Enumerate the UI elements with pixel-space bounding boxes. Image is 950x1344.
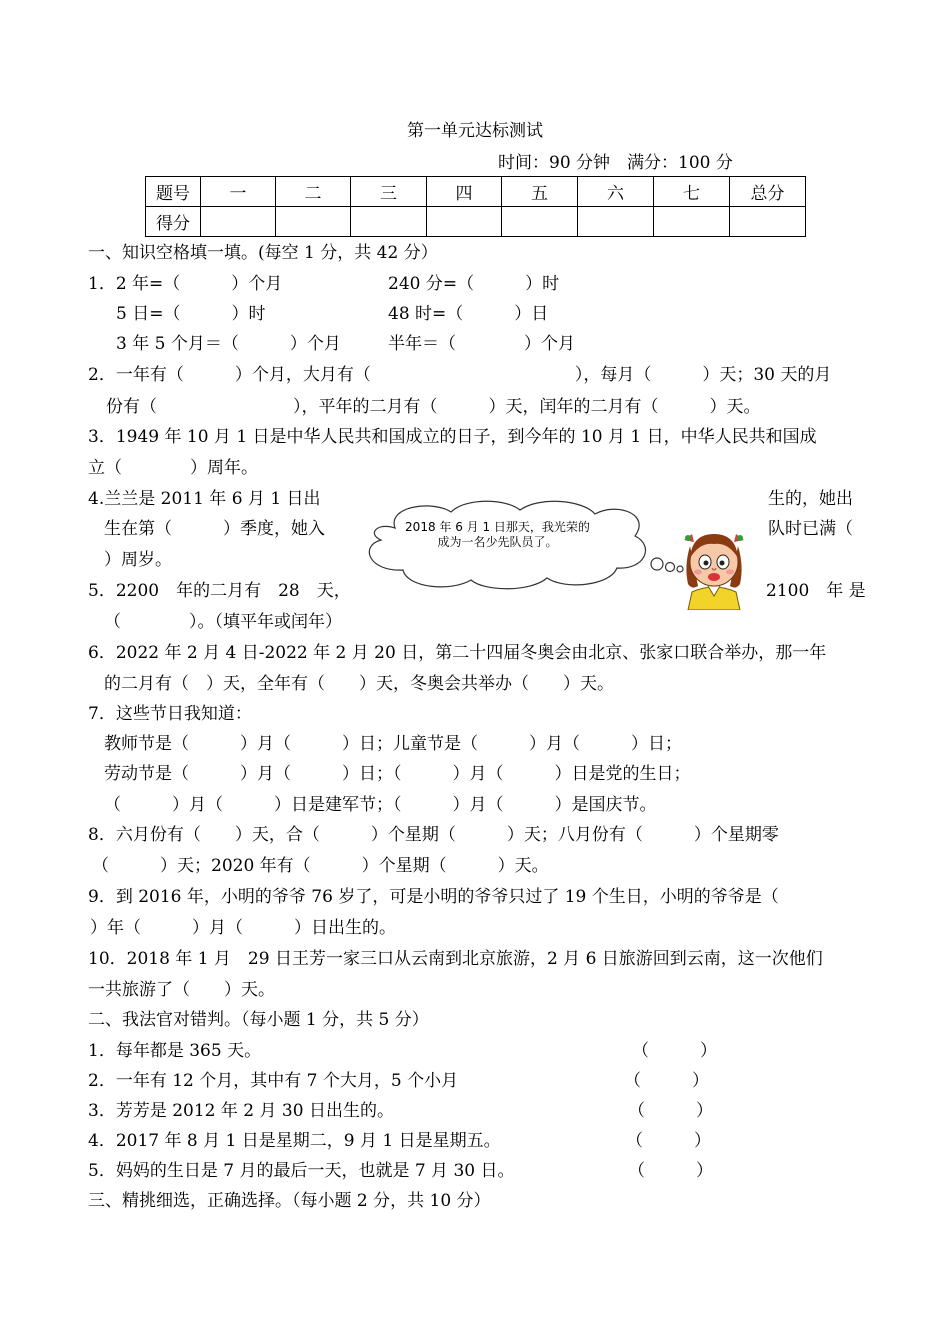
question-text: 5．2200 年的二月有 28 天， — [88, 581, 351, 601]
question-text: 8．六月份有（ ）天，合（ ）个星期（ ）天；八月份有（ ）个星期零 — [88, 825, 779, 845]
column-header: 三 — [351, 177, 427, 207]
question-text: 劳动节是（ ）月（ ）日；（ ）月（ ）日是党的生日； — [104, 764, 691, 784]
score-table-header-row — [146, 177, 806, 207]
question-text: 一共旅游了（ ）天。 — [88, 980, 275, 1000]
question-text: 6．2022 年 2 月 4 日-2022 年 2 月 20 日，第二十四届冬奥会由北京、张家口联合举办，那一年 — [88, 643, 827, 663]
judgement-answer-box[interactable]: （ ） — [628, 1101, 713, 1121]
thought-bubble-text: 2018 年 6 月 1 日那天，我光荣的成为一名少先队员了。 — [405, 520, 590, 549]
judgement-item: 2．一年有 12 个月，其中有 7 个大月，5 个小月 — [88, 1071, 459, 1091]
judgement-answer-box[interactable]: （ ） — [624, 1071, 709, 1091]
judgement-item: 1．每年都是 365 天。 — [88, 1041, 262, 1061]
column-header: 七 — [654, 177, 730, 207]
column-header: 四 — [427, 177, 502, 207]
score-cell[interactable] — [351, 207, 427, 237]
score-table — [145, 176, 806, 237]
score-cell-total[interactable] — [730, 207, 806, 237]
column-header: 二 — [276, 177, 351, 207]
question-text: 3．1949 年 10 月 1 日是中华人民共和国成立的日子，到今年的 10 月 1 日，中华人民共和国成 — [88, 427, 817, 447]
question-text: 教师节是（ ）月（ ）日；儿童节是（ ）月（ ）日； — [104, 734, 682, 754]
question-text: 半年＝（ ）个月 — [388, 334, 575, 354]
question-text: （ ）天；2020 年有（ ）个星期（ ）天。 — [92, 856, 549, 876]
question-text: 2100 年 是 — [766, 581, 866, 601]
judgement-answer-box[interactable]: （ ） — [626, 1131, 711, 1151]
score-cell[interactable] — [502, 207, 578, 237]
question-text: 1．2 年=（ ）个月 — [88, 274, 283, 294]
question-text: 2．一年有（ ）个月，大月有（ ），每月（ ）天；30 天的月 — [88, 365, 832, 385]
question-text: 5 日=（ ）时 — [116, 304, 266, 324]
question-text: 份有（ ），平年的二月有（ ）天，闰年的二月有（ ）天。 — [106, 397, 761, 417]
question-text: 生在第（ ）季度，她入 — [104, 519, 325, 539]
question-text: 240 分=（ ）时 — [388, 274, 560, 294]
judgement-answer-box[interactable]: （ ） — [628, 1161, 713, 1181]
row-label-question-number: 题号 — [146, 177, 201, 207]
page-title: 第一单元达标测试 — [407, 121, 543, 141]
question-text: 队时已满（ — [768, 519, 853, 539]
question-text: 的二月有（ ）天，全年有（ ）天，冬奥会共举办（ ）天。 — [104, 674, 614, 694]
score-table-score-row — [146, 207, 806, 237]
score-cell[interactable] — [276, 207, 351, 237]
judgement-item: 5．妈妈的生日是 7 月的最后一天，也就是 7 月 30 日。 — [88, 1161, 515, 1181]
question-text: ）周岁。 — [104, 550, 172, 570]
judgement-item: 4．2017 年 8 月 1 日是星期二，9 月 1 日是星期五。 — [88, 1131, 501, 1151]
question-text: 7．这些节日我知道： — [88, 704, 252, 724]
question-text: 48 时=（ ）日 — [388, 304, 549, 324]
question-text: （ ）月（ ）日是建军节；（ ）月（ ）是国庆节。 — [104, 795, 657, 815]
score-cell[interactable] — [654, 207, 730, 237]
score-cell[interactable] — [427, 207, 502, 237]
girl-illustration-icon — [678, 526, 750, 610]
section2-heading: 二、我法官对错判。（每小题 1 分，共 5 分） — [88, 1010, 429, 1030]
question-text: ）年（ ）月（ ）日出生的。 — [90, 918, 396, 938]
section1-heading: 一、知识空格填一填。(每空 1 分，共 42 分） — [88, 243, 438, 263]
section3-heading: 三、精挑细选，正确选择。（每小题 2 分，共 10 分） — [88, 1191, 491, 1211]
row-label-score: 得分 — [146, 207, 201, 237]
judgement-answer-box[interactable]: （ ） — [632, 1041, 717, 1061]
question-text: 立（ ）周年。 — [88, 458, 258, 478]
score-cell[interactable] — [578, 207, 654, 237]
question-text: （ ）。（填平年或闰年） — [104, 612, 342, 632]
question-text: 生的，她出 — [768, 489, 853, 509]
column-header: 五 — [502, 177, 578, 207]
column-header-total: 总分 — [730, 177, 806, 207]
question-text: 10．2018 年 1 月 29 日王芳一家三口从云南到北京旅游，2 月 6 日旅游回到云南，这一次他们 — [88, 949, 823, 969]
question-text: 4.兰兰是 2011 年 6 月 1 日出 — [88, 489, 321, 509]
column-header: 一 — [201, 177, 276, 207]
question-text: 9．到 2016 年，小明的爷爷 76 岁了，可是小明的爷爷只过了 19 个生日，小明的爷爷是（ — [88, 887, 779, 907]
judgement-item: 3．芳芳是 2012 年 2 月 30 日出生的。 — [88, 1101, 394, 1121]
score-cell[interactable] — [201, 207, 276, 237]
column-header: 六 — [578, 177, 654, 207]
question-text: 3 年 5 个月＝（ ）个月 — [116, 334, 341, 354]
time-limit: 时间：90 分钟 满分：100 分 — [498, 153, 733, 173]
